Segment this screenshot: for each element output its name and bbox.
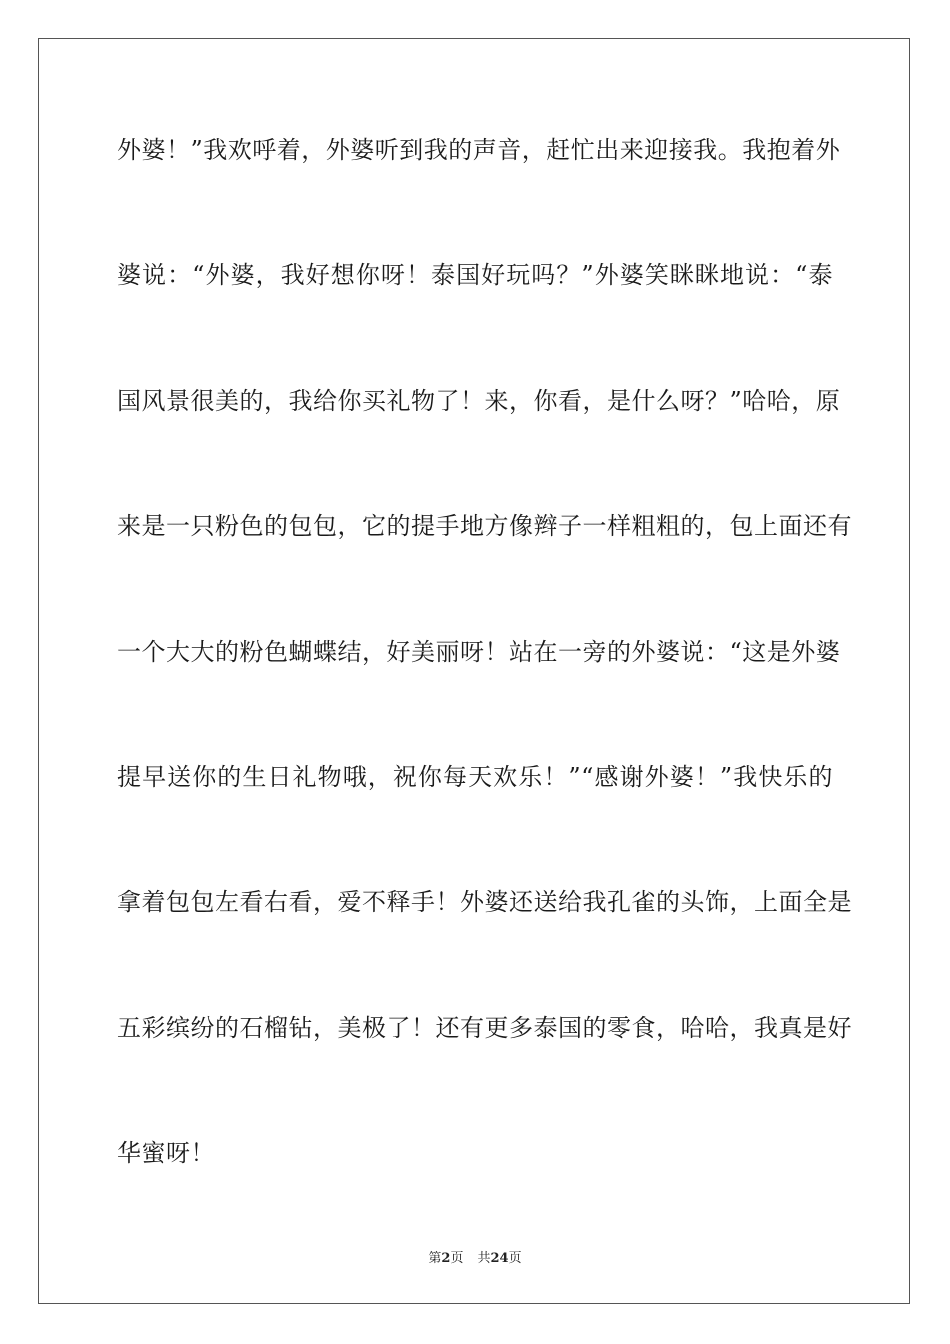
total-pages-label: 共24页 [477, 1251, 522, 1266]
text-line: 国风景很美的，我给你买礼物了！来，你看，是什么呀？”哈哈，原 [117, 386, 841, 415]
text-line: 华蜜呀！ [117, 1139, 215, 1168]
text-line: 五彩缤纷的石榴钻，美极了！还有更多泰国的零食，哈哈，我真是好 [117, 1013, 852, 1042]
text-line: 外婆！”我欢呼着，外婆听到我的声音，赶忙出来迎接我。我抱着外 [117, 136, 841, 164]
body-text [117, 128, 852, 1257]
text-line: 提早送你的生日礼物哦，祝你每天欢乐！”“感谢外婆！”我快乐的 [117, 762, 833, 791]
page-number: 2 [441, 1251, 451, 1266]
page-number-label: 第2页 [428, 1251, 464, 1266]
text-line: 来是一只粉色的包包，它的提手地方像辫子一样粗粗的，包上面还有 [117, 512, 852, 541]
text-line: 一个大大的粉色蝴蝶结，好美丽呀！站在一旁的外婆说：“这是外婆 [117, 637, 841, 666]
text-line: 婆说：“外婆，我好想你呀！泰国好玩吗？”外婆笑眯眯地说：“泰 [117, 261, 833, 290]
page-footer [0, 1247, 950, 1266]
text-line: 拿着包包左看右看，爱不释手！外婆还送给我孔雀的头饰，上面全是 [117, 888, 852, 917]
total-pages: 24 [490, 1251, 509, 1266]
